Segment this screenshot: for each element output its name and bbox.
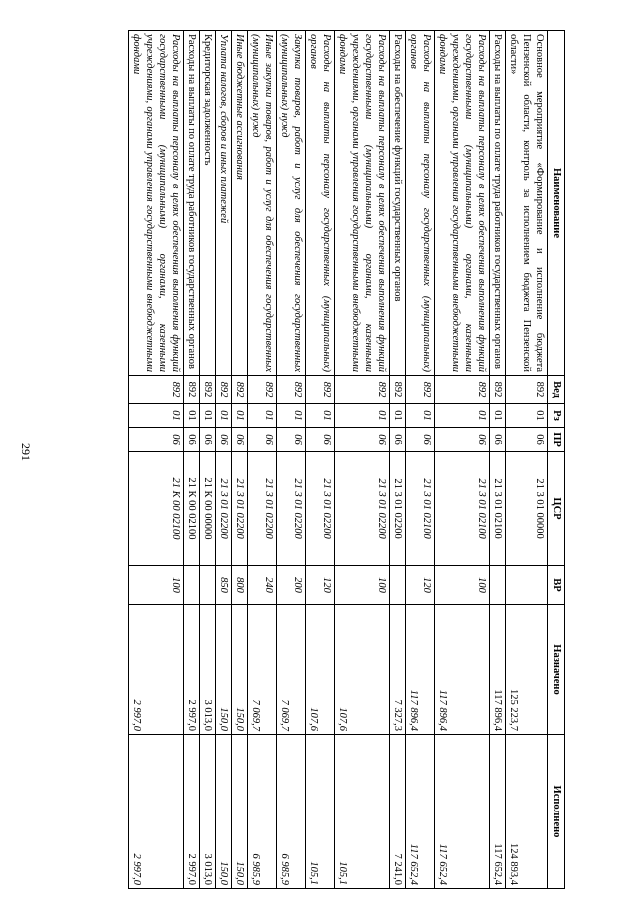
cell-ved: 892 — [129, 376, 184, 404]
cell-name: Иные бюджетные ассигнования — [232, 31, 248, 376]
cell-ved: 892 — [277, 376, 306, 404]
cell-executed: 7 241,0 — [390, 735, 406, 889]
cell-vr: 240 — [248, 566, 277, 605]
cell-assigned: 117 896,4 — [406, 605, 435, 735]
cell-csr: 21 3 01 02200 — [306, 452, 335, 566]
cell-vr: 100 — [435, 566, 490, 605]
table-row — [184, 31, 200, 889]
cell-rz: 01 — [277, 404, 306, 428]
cell-ved: 892 — [232, 376, 248, 404]
cell-executed: 150,0 — [216, 735, 232, 889]
cell-pr: 06 — [490, 428, 506, 452]
cell-rz: 01 — [184, 404, 200, 428]
cell-name: Расходы на обеспечение функций государственных органов — [390, 31, 406, 376]
cell-rz: 01 — [490, 404, 506, 428]
cell-csr: 21 К 00 02100 — [129, 452, 184, 566]
cell-assigned: 2 997,0 — [129, 605, 184, 735]
cell-ved: 892 — [490, 376, 506, 404]
table-row — [248, 31, 277, 889]
cell-ved: 892 — [248, 376, 277, 404]
cell-name: Уплата налогов, сборов и иных платежей — [216, 31, 232, 376]
rotated-page-content — [128, 30, 565, 888]
cell-rz: 01 — [200, 404, 216, 428]
cell-name: Расходы на выплаты по оплате труда работников государственных органов — [490, 31, 506, 376]
cell-name: Расходы на выплаты персоналу государственных (муниципальных) органов — [406, 31, 435, 376]
cell-csr: 21 3 01 02100 — [435, 452, 490, 566]
table-row — [435, 31, 490, 889]
cell-assigned: 150,0 — [232, 605, 248, 735]
cell-executed: 117 652,4 — [406, 735, 435, 889]
cell-ved: 892 — [406, 376, 435, 404]
header-csr: ЦСР — [548, 452, 565, 566]
table-row — [506, 31, 548, 889]
cell-assigned: 117 896,4 — [490, 605, 506, 735]
cell-vr: 850 — [216, 566, 232, 605]
cell-ved: 892 — [506, 376, 548, 404]
table-row — [232, 31, 248, 889]
cell-rz: 01 — [406, 404, 435, 428]
cell-pr: 06 — [335, 428, 390, 452]
table-row — [406, 31, 435, 889]
cell-pr: 06 — [248, 428, 277, 452]
cell-name: Расходы на выплаты персоналу государственных (муниципальных) органов — [306, 31, 335, 376]
cell-csr: 21 3 01 00000 — [506, 452, 548, 566]
cell-pr: 06 — [129, 428, 184, 452]
cell-csr: 21 3 01 02200 — [277, 452, 306, 566]
cell-ved: 892 — [435, 376, 490, 404]
cell-pr: 06 — [506, 428, 548, 452]
cell-vr: 200 — [277, 566, 306, 605]
cell-assigned: 117 896,4 — [435, 605, 490, 735]
table-body — [129, 31, 548, 889]
cell-csr: 21 3 01 02100 — [490, 452, 506, 566]
cell-csr: 21 3 01 02200 — [216, 452, 232, 566]
cell-ved: 892 — [216, 376, 232, 404]
cell-executed: 105,1 — [335, 735, 390, 889]
cell-rz: 01 — [216, 404, 232, 428]
cell-ved: 892 — [200, 376, 216, 404]
header-vr: ВР — [548, 566, 565, 605]
cell-rz: 01 — [306, 404, 335, 428]
cell-vr: 120 — [306, 566, 335, 605]
table-row — [216, 31, 232, 889]
cell-csr: 21 3 01 02100 — [406, 452, 435, 566]
cell-vr: 800 — [232, 566, 248, 605]
cell-executed: 6 985,9 — [277, 735, 306, 889]
cell-vr: 100 — [129, 566, 184, 605]
cell-vr: 100 — [335, 566, 390, 605]
cell-executed: 150,0 — [232, 735, 248, 889]
cell-rz: 01 — [335, 404, 390, 428]
cell-name: Расходы на выплаты по оплате труда работников государственных органов — [184, 31, 200, 376]
cell-assigned: 3 013,0 — [200, 605, 216, 735]
cell-name: Расходы на выплаты персоналу в целях обеспечения выполнения функций государственными (муниципальными) органами, казенными учреждениями, органами управления государственными внебюджетными фондами — [435, 31, 490, 376]
cell-assigned: 125 223,7 — [506, 605, 548, 735]
page-number: 291 — [19, 443, 33, 461]
table-header-row — [548, 31, 565, 889]
cell-executed: 2 997,0 — [184, 735, 200, 889]
table-row — [390, 31, 406, 889]
cell-rz: 01 — [129, 404, 184, 428]
cell-ved: 892 — [390, 376, 406, 404]
cell-ved: 892 — [306, 376, 335, 404]
cell-assigned: 7 069,7 — [277, 605, 306, 735]
cell-assigned: 7 327,3 — [390, 605, 406, 735]
cell-pr: 06 — [277, 428, 306, 452]
cell-pr: 06 — [232, 428, 248, 452]
cell-rz: 01 — [435, 404, 490, 428]
cell-assigned: 150,0 — [216, 605, 232, 735]
cell-executed: 6 985,9 — [248, 735, 277, 889]
cell-vr: 120 — [406, 566, 435, 605]
cell-rz: 01 — [390, 404, 406, 428]
table-row — [335, 31, 390, 889]
cell-csr: 21 К 00 00000 — [200, 452, 216, 566]
cell-pr: 06 — [435, 428, 490, 452]
cell-vr — [184, 566, 200, 605]
cell-pr: 06 — [406, 428, 435, 452]
cell-pr: 06 — [390, 428, 406, 452]
cell-pr: 06 — [306, 428, 335, 452]
cell-name: Расходы на выплаты персоналу в целях обеспечения выполнения функций государственными (муниципальными) органами, казенными учреждениями, органами управления государственными внебюджетными фондами — [129, 31, 184, 376]
table-row — [490, 31, 506, 889]
cell-name: Закупка товаров, работ и услуг для обеспечения государственных (муниципальных) нужд — [277, 31, 306, 376]
budget-table — [128, 30, 565, 889]
cell-vr — [506, 566, 548, 605]
cell-executed: 105,1 — [306, 735, 335, 889]
cell-name: Кредиторская задолженность — [200, 31, 216, 376]
cell-csr: 21 3 01 02200 — [248, 452, 277, 566]
cell-executed: 3 013,0 — [200, 735, 216, 889]
cell-csr: 21 3 01 02200 — [232, 452, 248, 566]
cell-name: Расходы на выплаты персоналу в целях обеспечения выполнения функций государственными (муниципальными) органами, казенными учреждениями, органами управления государственными внебюджетными фондами — [335, 31, 390, 376]
cell-vr — [390, 566, 406, 605]
cell-assigned: 7 069,7 — [248, 605, 277, 735]
cell-csr: 21 3 01 02200 — [335, 452, 390, 566]
cell-executed: 124 893,4 — [506, 735, 548, 889]
header-executed: Исполнено — [548, 735, 565, 889]
table-row — [277, 31, 306, 889]
header-ved: Вед — [548, 376, 565, 404]
cell-pr: 06 — [200, 428, 216, 452]
cell-executed: 117 652,4 — [435, 735, 490, 889]
cell-vr — [200, 566, 216, 605]
cell-rz: 01 — [506, 404, 548, 428]
cell-name: Основное мероприятие «Формирование и исполнение бюджета Пензенской области, контроль за исполнением бюджета Пензенской области» — [506, 31, 548, 376]
cell-csr: 21 3 01 02200 — [390, 452, 406, 566]
cell-name: Иные закупки товаров, работ и услуг для обеспечения государственных (муниципальных) нужд — [248, 31, 277, 376]
cell-executed: 117 652,4 — [490, 735, 506, 889]
cell-pr: 06 — [216, 428, 232, 452]
cell-pr: 06 — [184, 428, 200, 452]
cell-assigned: 107,6 — [335, 605, 390, 735]
cell-ved: 892 — [335, 376, 390, 404]
header-pr: ПР — [548, 428, 565, 452]
header-name: Наименование — [548, 31, 565, 376]
table-row — [200, 31, 216, 889]
header-rz: Рз — [548, 404, 565, 428]
cell-assigned: 107,6 — [306, 605, 335, 735]
header-assigned: Назначено — [548, 605, 565, 735]
cell-ved: 892 — [184, 376, 200, 404]
cell-executed: 2 997,0 — [129, 735, 184, 889]
cell-assigned: 2 997,0 — [184, 605, 200, 735]
cell-csr: 21 К 00 02100 — [184, 452, 200, 566]
table-row — [306, 31, 335, 889]
cell-rz: 01 — [248, 404, 277, 428]
table-row — [129, 31, 184, 889]
cell-vr — [490, 566, 506, 605]
cell-rz: 01 — [232, 404, 248, 428]
